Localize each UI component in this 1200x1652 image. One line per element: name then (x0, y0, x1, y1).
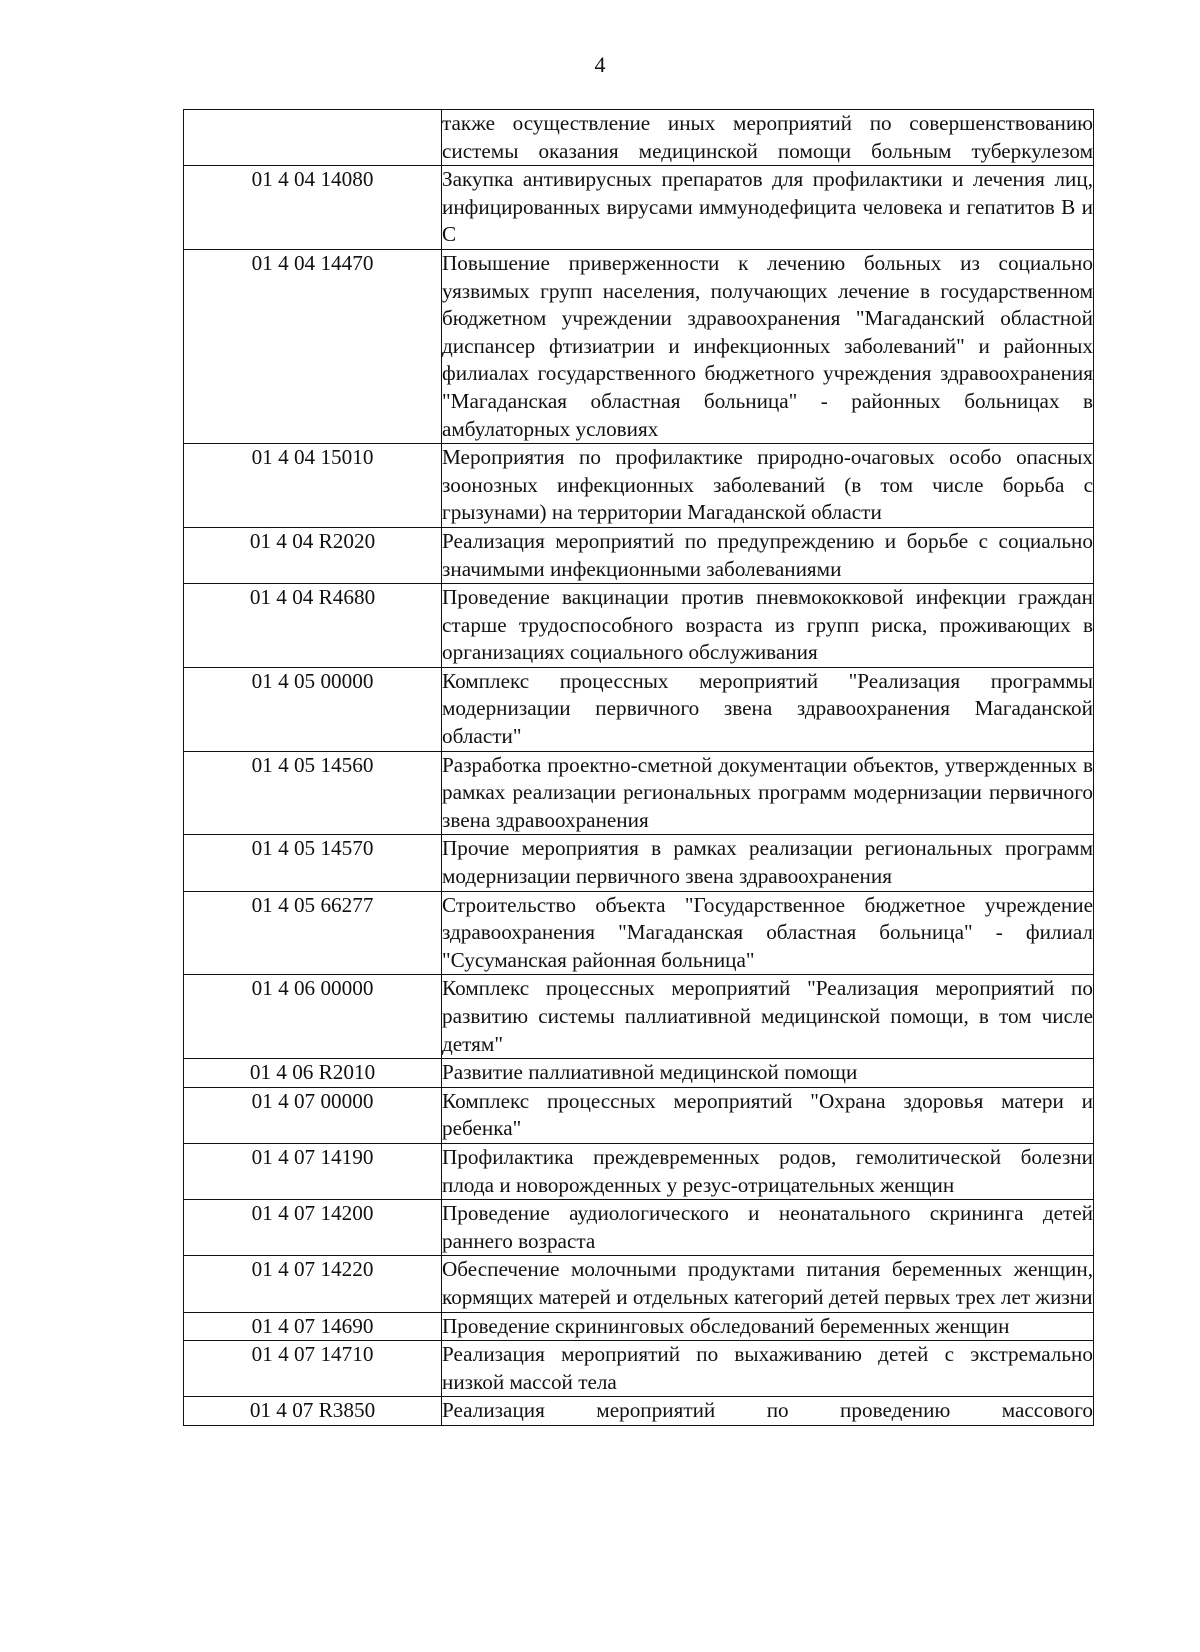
table-row (184, 110, 1094, 166)
row-description: Разработка проектно-сметной документации объектов, утвержденных в рамках реализации региональных программ модернизации первичного звена здравоохранения (442, 751, 1094, 835)
row-description: Развитие паллиативной медицинской помощи (442, 1059, 1094, 1088)
row-code: 01 4 07 14220 (184, 1256, 442, 1312)
row-code: 01 4 04 14080 (184, 166, 442, 250)
row-description: Закупка антивирусных препаратов для профилактики и лечения лиц, инфицированных вирусами иммунодефицита человека и гепатитов B и C (442, 166, 1094, 250)
row-description: Проведение скрининговых обследований беременных женщин (442, 1312, 1094, 1341)
table-row (184, 444, 1094, 528)
table-row (184, 1256, 1094, 1312)
row-code: 01 4 04 14470 (184, 249, 442, 443)
row-description: Комплекс процессных мероприятий "Охрана здоровья матери и ребенка" (442, 1087, 1094, 1143)
row-code: 01 4 07 R3850 (184, 1397, 442, 1426)
row-code: 01 4 07 14190 (184, 1143, 442, 1199)
row-description: Прочие мероприятия в рамках реализации региональных программ модернизации первичного звена здравоохранения (442, 835, 1094, 891)
table-row (184, 1341, 1094, 1397)
table-row (184, 166, 1094, 250)
row-description: Строительство объекта "Государственное бюджетное учреждение здравоохранения "Магаданская областная больница" - филиал "Сусуманская районная больница" (442, 891, 1094, 975)
row-code (184, 110, 442, 166)
row-description: Проведение аудиологического и неонатального скрининга детей раннего возраста (442, 1200, 1094, 1256)
row-code: 01 4 07 14200 (184, 1200, 442, 1256)
row-description: также осуществление иных мероприятий по совершенствованию системы оказания медицинской помощи больным туберкулезом (442, 110, 1094, 166)
row-description: Реализация мероприятий по предупреждению и борьбе с социально значимыми инфекционными заболеваниями (442, 527, 1094, 583)
table-row (184, 835, 1094, 891)
row-code: 01 4 05 14570 (184, 835, 442, 891)
table-row (184, 1087, 1094, 1143)
row-code: 01 4 06 00000 (184, 975, 442, 1059)
row-code: 01 4 04 R4680 (184, 584, 442, 668)
table-row (184, 975, 1094, 1059)
table-row (184, 1200, 1094, 1256)
table-row (184, 584, 1094, 668)
table-row (184, 1312, 1094, 1341)
row-code: 01 4 07 14690 (184, 1312, 442, 1341)
row-code: 01 4 07 14710 (184, 1341, 442, 1397)
row-description: Профилактика преждевременных родов, гемолитической болезни плода и новорожденных у резус-отрицательных женщин (442, 1143, 1094, 1199)
row-code: 01 4 04 R2020 (184, 527, 442, 583)
row-code: 01 4 05 14560 (184, 751, 442, 835)
table-row (184, 1143, 1094, 1199)
row-description: Реализация мероприятий по выхаживанию детей с экстремально низкой массой тела (442, 1341, 1094, 1397)
row-code: 01 4 07 00000 (184, 1087, 442, 1143)
row-description: Комплекс процессных мероприятий "Реализация мероприятий по развитию системы паллиативной медицинской помощи, в том числе детям" (442, 975, 1094, 1059)
row-description: Комплекс процессных мероприятий "Реализация программы модернизации первичного звена здравоохранения Магаданской области" (442, 667, 1094, 751)
row-description: Проведение вакцинации против пневмококковой инфекции граждан старше трудоспособного возраста из групп риска, проживающих в организациях социального обслуживания (442, 584, 1094, 668)
table-row (184, 1397, 1094, 1426)
table-row (184, 249, 1094, 443)
row-description: Повышение приверженности к лечению больных из социально уязвимых групп населения, получающих лечение в государственном бюджетном учреждении здравоохранения "Магаданский областной диспансер фтизиатрии и инфекционных заболеваний" и районных филиалах государственного бюджетного учреждения здравоохранения "Магаданская областная больница" - районных больницах в амбулаторных условиях (442, 249, 1094, 443)
row-code: 01 4 05 66277 (184, 891, 442, 975)
row-code: 01 4 04 15010 (184, 444, 442, 528)
table-row (184, 751, 1094, 835)
table-row (184, 1059, 1094, 1088)
page-number: 4 (594, 52, 606, 77)
table-row (184, 527, 1094, 583)
budget-classification-table (183, 109, 1094, 1426)
row-code: 01 4 05 00000 (184, 667, 442, 751)
row-code: 01 4 06 R2010 (184, 1059, 442, 1088)
row-description: Реализация мероприятий по проведению массового (442, 1397, 1094, 1426)
table-row (184, 891, 1094, 975)
row-description: Мероприятия по профилактике природно-очаговых особо опасных зоонозных инфекционных заболеваний (в том числе борьба с грызунами) на территории Магаданской области (442, 444, 1094, 528)
table-row (184, 667, 1094, 751)
row-description: Обеспечение молочными продуктами питания беременных женщин, кормящих матерей и отдельных категорий детей первых трех лет жизни (442, 1256, 1094, 1312)
